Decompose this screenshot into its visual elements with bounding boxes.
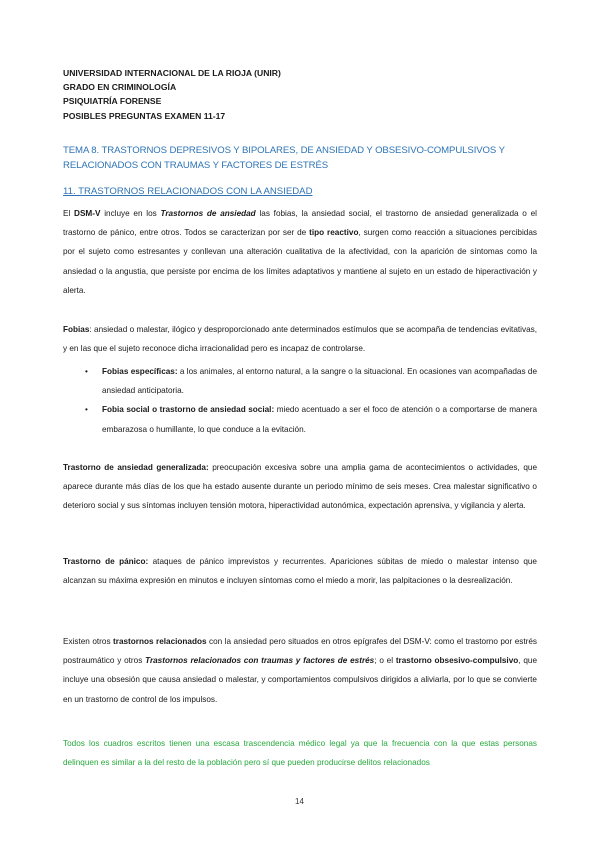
tipo-reactivo-term: tipo reactivo xyxy=(309,228,359,238)
fobias-list xyxy=(85,362,537,439)
trastornos-relacionados-term: trastornos relacionados xyxy=(113,637,207,646)
fobias-paragraph: Fobias: ansiedad o malestar, ilógico y desproporcionado ante determinados estímulos que se acompaña de tendencias evitativas, y en las que el sujeto reconoce dicha irracionalidad pero es incapaz de controlarse. xyxy=(63,325,537,354)
otros-paragraph: Existen otros trastornos relacionados con la ansiedad pero situados en otros epígrafes del DSM-V: como el trastorno por estrés postraumático y otros Trastornos relacionados con traumas y factores de estrés; o el trastorno obsesivo-compulsivo, que incluye una obsesión que causa ansiedad o malestar, y comportamientos compulsivos dirigidos a aliviarla, por lo que se convierte en un trastorno de control de los impulsos. xyxy=(63,637,538,704)
fobias-label: Fobias xyxy=(63,325,90,334)
page-number: 14 xyxy=(295,797,304,806)
traumas-term: Trastornos relacionados con traumas y factores de estrés xyxy=(145,656,375,666)
panico-label: Trastorno de pánico: xyxy=(63,557,149,566)
bullet-icon: • xyxy=(85,367,88,376)
toc-term: trastorno obsesivo-compulsivo xyxy=(395,656,519,666)
tag-label: Trastorno de ansiedad generalizada: xyxy=(63,463,209,472)
list-item: • Fobias específicas: a los animales, al entorno natural, a la sangre o la situacional. En ocasiones van acompañadas de ansiedad anticipatoria. xyxy=(85,362,537,400)
bullet-icon: • xyxy=(85,405,88,415)
header-subject: PSIQUIATRÍA FORENSE xyxy=(63,96,162,107)
list-item: • Fobia social o trastorno de ansiedad social: miedo acentuado a ser el foco de atención o a comportarse de manera embarazosa o humillante, lo que conduce a la evitación. xyxy=(85,400,537,438)
tag-paragraph: Trastorno de ansiedad generalizada: preocupación excesiva sobre una amplia gama de acontecimientos o actividades, que aparece durante más días de los que ha estado ausente durante un periodo mínimo de seis meses. Crea malestar significativo o deterioro social y sus síntomas incluyen tensión motora, hiperactividad autonómica, expectación aprensiva, y vigilancia y alerta. xyxy=(63,463,537,511)
header-university: UNIVERSIDAD INTERNACIONAL DE LA RIOJA (UNIR) xyxy=(63,68,281,78)
header-degree: GRADO EN CRIMINOLOGÍA xyxy=(63,82,177,93)
trastornos-ansiedad-term: Trastornos de ansiedad xyxy=(160,209,256,218)
header-exam: POSIBLES PREGUNTAS EXAMEN 11-17 xyxy=(63,110,226,121)
intro-paragraph: El DSM-V incluye en los Trastornos de ansiedad las fobias, la ansiedad social, el trastorno de ansiedad generalizada o el trastorno de pánico, entre otros. Todos se caracterizan por ser de tipo reactivo, surgen como reacción a situaciones percibidas por el sujeto como estresantes y conllevan una alteración cualitativa de la afectividad, con la aparición de síntomas como la ansiedad o la angustia, que persiste por encima de los límites adaptativos y mantiene al sujeto en un estado de hiperactivación y alerta. xyxy=(63,209,537,295)
green-note: Todos los cuadros escritos tienen una escasa trascendencia médico legal ya que la frecuencia con la que estas personas delinquen es similar a la del resto de la población pero sí que pueden producirse delitos relacionados xyxy=(63,739,537,768)
section-heading: 11. TRASTORNOS RELACIONADOS CON LA ANSIEDAD xyxy=(63,186,313,197)
document-header xyxy=(63,66,281,123)
tema-title: TEMA 8. TRASTORNOS DEPRESIVOS Y BIPOLARES, DE ANSIEDAD Y OBSESIVO-COMPULSIVOS Y RELACIONADOS CON TRAUMAS Y FACTORES DE ESTRÉS xyxy=(63,145,505,171)
dsm-term: DSM-V xyxy=(74,209,101,218)
panico-paragraph: Trastorno de pánico: ataques de pánico imprevistos y recurrentes. Apariciones súbitas de miedo o malestar intenso que alcanzan su máxima expresión en minutos e incluyen síntomas como el miedo a morir, las palpitaciones o la desrealización. xyxy=(63,557,537,586)
